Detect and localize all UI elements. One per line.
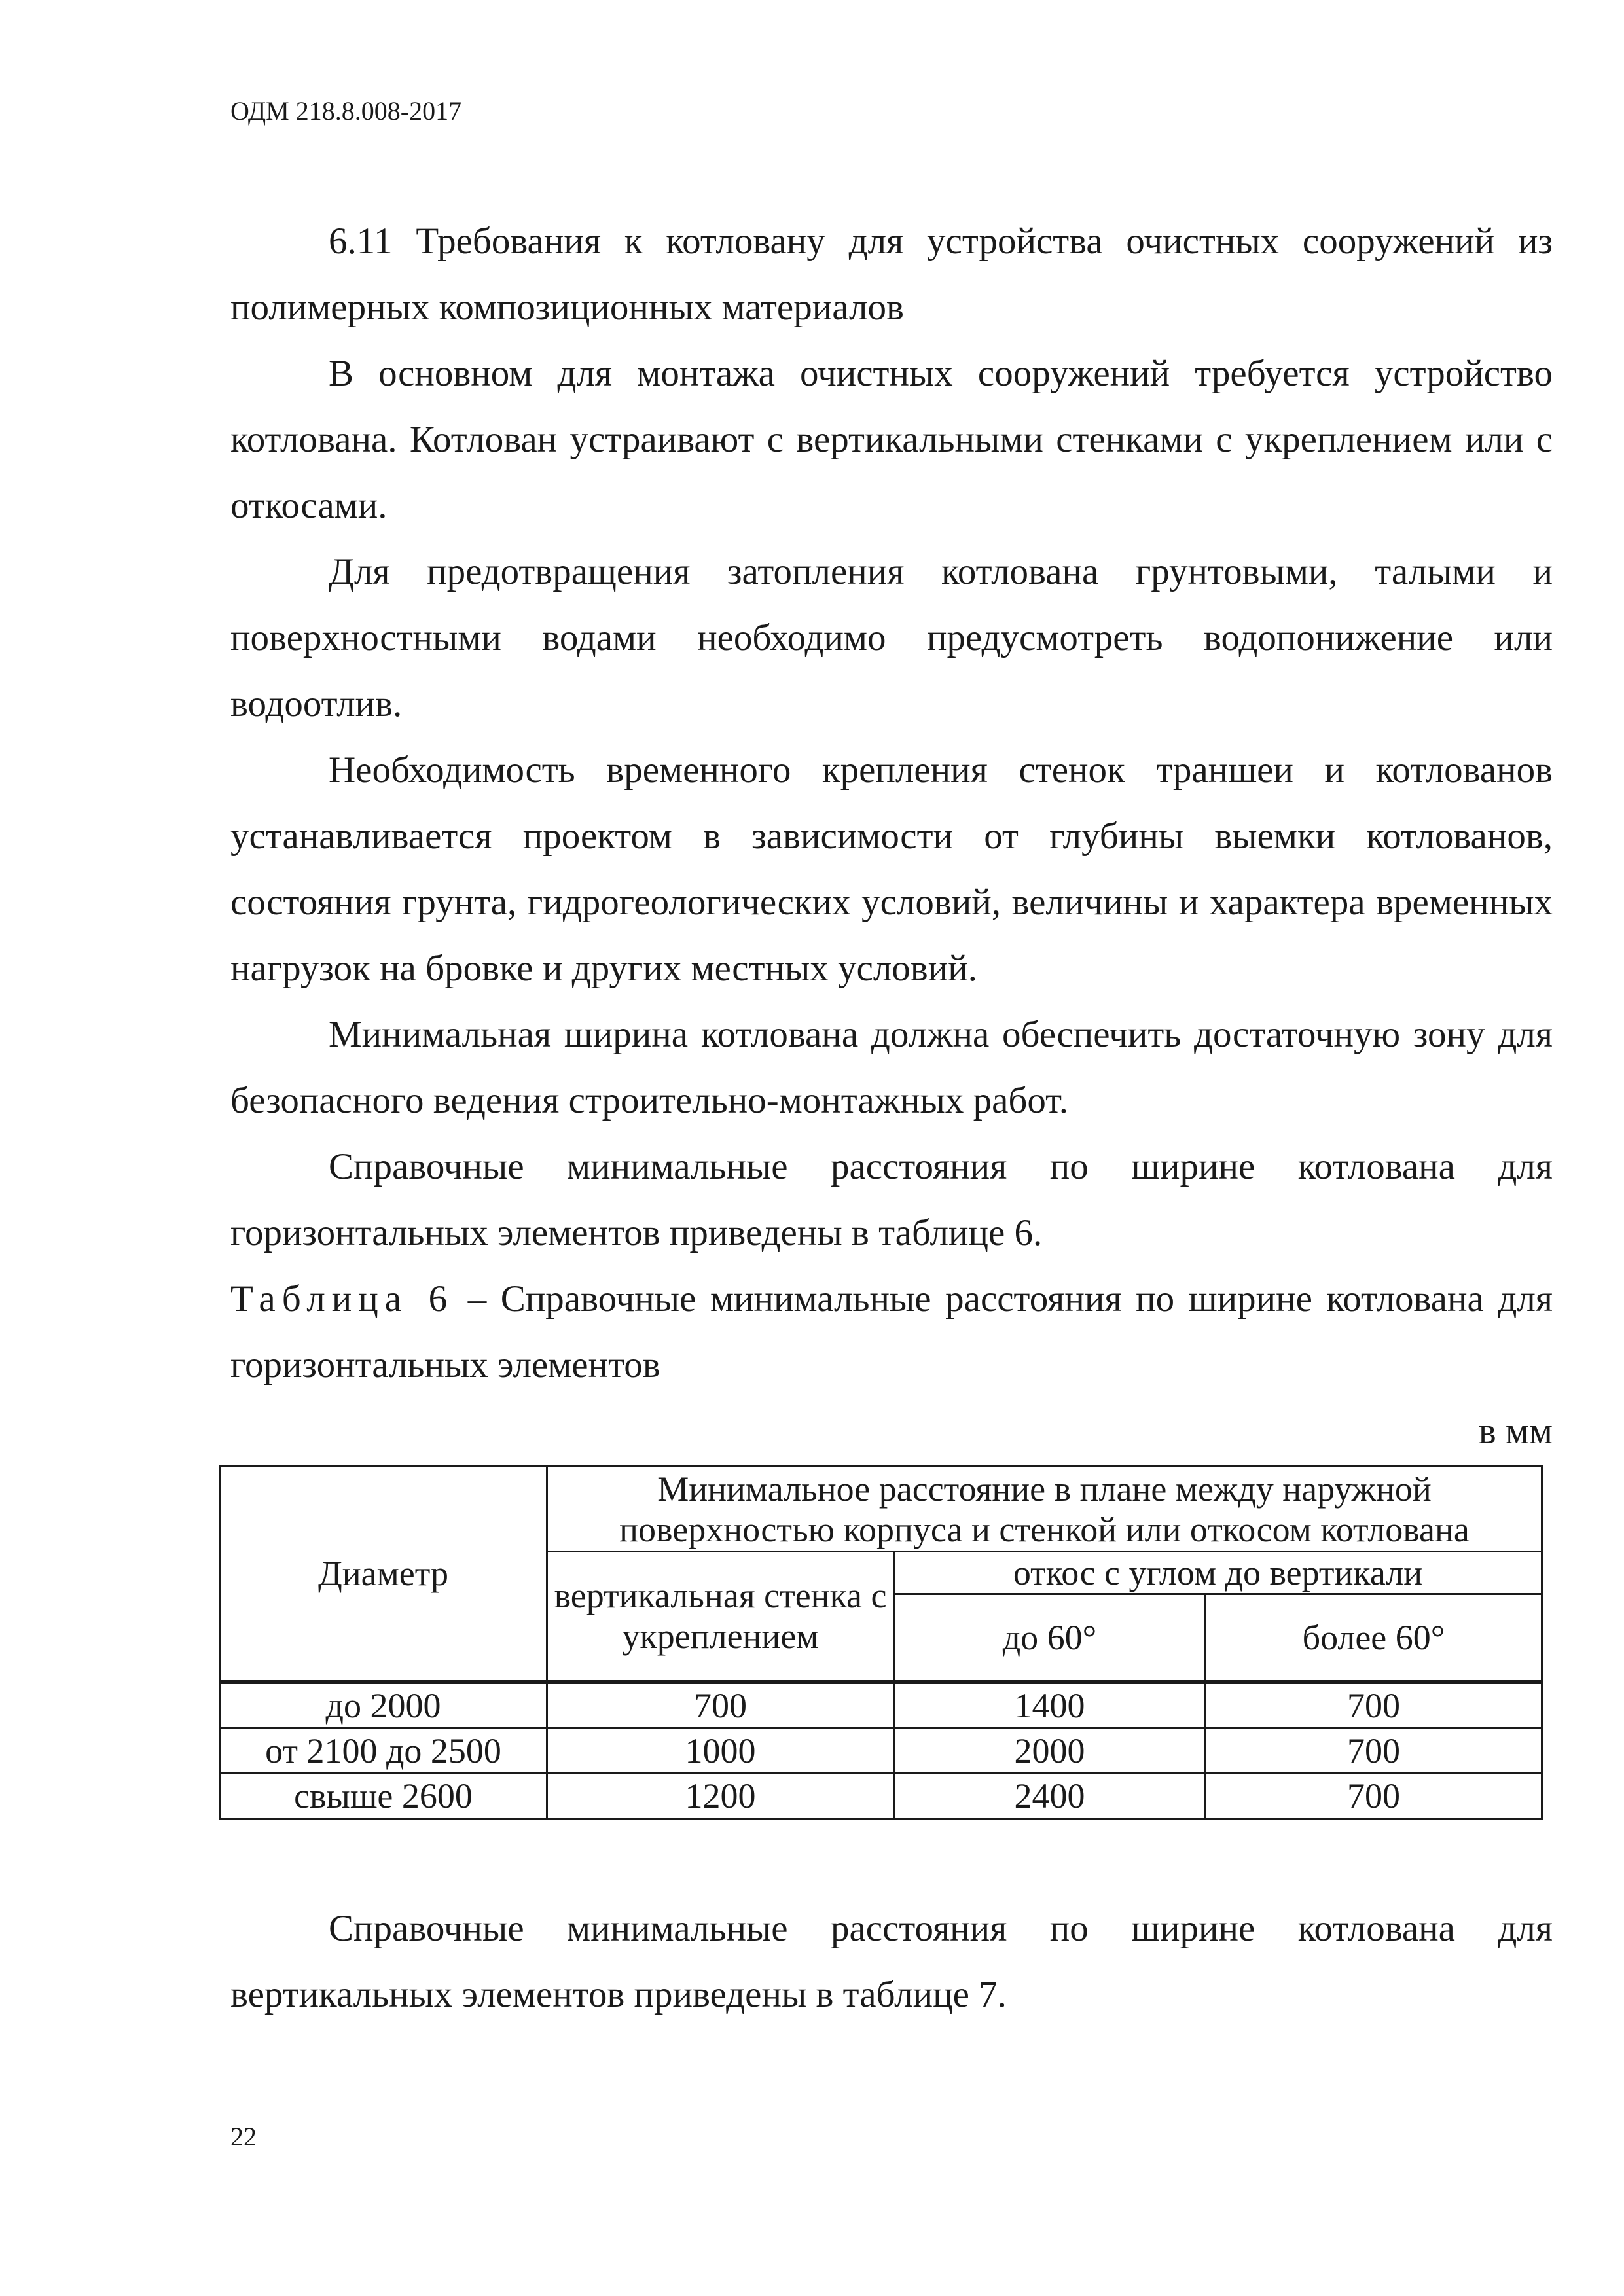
cell-diameter: свыше 2600 (220, 1773, 547, 1818)
cell-up-to-60: 2400 (894, 1773, 1206, 1818)
cell-diameter: до 2000 (220, 1682, 547, 1729)
table-unit: в мм (1478, 1410, 1553, 1452)
page-number: 22 (230, 2122, 257, 2151)
table-row (220, 1773, 1542, 1818)
paragraph: Минимальная ширина котлована должна обеспечить достаточную зону для безопасного ведения строительно-монтажных работ. (230, 1014, 1553, 1121)
after-table-text (230, 1895, 1553, 2028)
cell-over-60: 700 (1206, 1773, 1542, 1818)
table-row (220, 1728, 1542, 1773)
cell-over-60: 700 (1206, 1682, 1542, 1729)
paragraph: Справочные минимальные расстояния по ширине котлована для горизонтальных элементов приведены в таблице 6. (230, 1146, 1553, 1253)
paragraph: Справочные минимальные расстояния по ширине котлована для вертикальных элементов приведены в таблице 7. (230, 1908, 1553, 2015)
document-code: ОДМ 218.8.008-2017 (230, 96, 462, 126)
header-min-distance: Минимальное расстояние в плане между наружной поверхностью корпуса и стенкой или откосом котлована (547, 1467, 1542, 1552)
paragraph: Для предотвращения затопления котлована грунтовыми, талыми и поверхностными водами необходимо предусмотреть водопонижение или водоотлив. (230, 551, 1553, 725)
table-row (220, 1682, 1542, 1729)
header-over-60: более 60° (1206, 1594, 1542, 1682)
section-heading: 6.11 Требования к котловану для устройства очистных сооружений из полимерных композиционных материалов (230, 221, 1553, 328)
table-caption (230, 1266, 1553, 1398)
cell-over-60: 700 (1206, 1728, 1542, 1773)
header-vertical-wall: вертикальная стенка с укреплением (547, 1552, 894, 1682)
cell-vertical: 1000 (547, 1728, 894, 1773)
paragraph: Необходимость временного крепления стенок траншеи и котлованов устанавливается проектом в зависимости от глубины выемки котлованов, состояния грунта, гидрогеологических условий, величины и характера временных нагрузок на бровке и других местных условий. (230, 749, 1553, 989)
cell-up-to-60: 2000 (894, 1728, 1206, 1773)
cell-vertical: 1200 (547, 1773, 894, 1818)
table-caption-text: – Справочные минимальные расстояния по ширине котлована для горизонтальных элементов (230, 1278, 1553, 1386)
cell-up-to-60: 1400 (894, 1682, 1206, 1729)
distance-table (219, 1465, 1543, 1820)
paragraph: В основном для монтажа очистных сооружений требуется устройство котлована. Котлован устраивают с вертикальными стенками с укреплением или с откосами. (230, 353, 1553, 526)
header-up-to-60: до 60° (894, 1594, 1206, 1682)
table-container (219, 1465, 1541, 1820)
header-slope: откос с углом до вертикали (894, 1552, 1542, 1594)
table-caption-label: Таблица 6 (230, 1278, 454, 1319)
header-diameter: Диаметр (220, 1467, 547, 1682)
cell-vertical: 700 (547, 1682, 894, 1729)
body-text (230, 208, 1553, 1464)
cell-diameter: от 2100 до 2500 (220, 1728, 547, 1773)
